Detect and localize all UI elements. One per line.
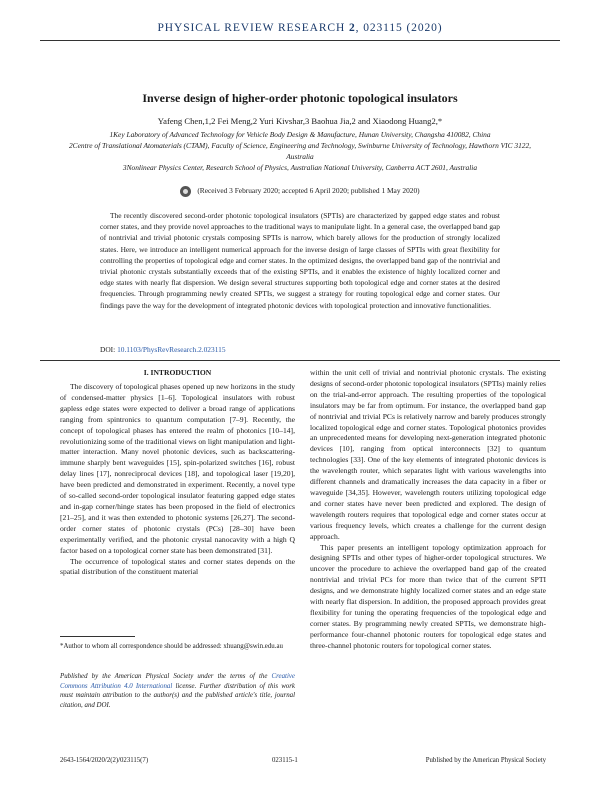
received-dates xyxy=(0,186,600,197)
journal-article-id: , 023115 (2020) xyxy=(355,22,443,34)
footer-page: 023115-1 xyxy=(272,757,298,764)
left-column xyxy=(60,382,295,578)
affiliation-2: 2Centre of Translational Atomaterials (CTAM), Faculty of Science, Engineering and Technology, Swinburne University of Technology, Hawthorn VIC 3122, Australia xyxy=(68,141,531,161)
author-list xyxy=(0,116,600,126)
received-text: (Received 3 February 2020; accepted 6 April 2020; published 1 May 2020) xyxy=(197,186,420,196)
intro-paragraph-4: This paper presents an intelligent topology optimization approach for designing SPTIs and other types of higher-order topological structures. We uncover the procedure to achieve the overlapped band gap of the created nontrivial and trivial PCs for more than twice that of the current SPTI designs, and we demonstrate highly localized corner states and an edge state with nearly flat dispersion. In addition, the proposed approach provides great flexibility for tuning the operating frequencies of the topological edge and corner states. By programming newly created SPTIs, we demonstrate high-performance four-channel photonic routers for topological edge states and three-channel photonic routers for topological corner states. xyxy=(310,542,546,650)
section-heading: I. INTRODUCTION xyxy=(143,368,212,377)
abstract-rule xyxy=(40,360,560,361)
crossmark-icon[interactable] xyxy=(180,186,191,197)
license-text-a: Published by the American Physical Society under the terms of the xyxy=(60,673,272,680)
footer-issn: 2643-1564/2020/2(2)/023115(7) xyxy=(60,757,149,764)
license-text-b: license. Further distribution of this work must maintain attribution to the author(s) and the published article's title, journal citation, and DOI. xyxy=(60,682,295,709)
doi-label: DOI: xyxy=(100,345,116,354)
intro-paragraph-3: within the unit cell of trivial and nontrivial photonic crystals. The existing designs of second-order photonic topological insulators (SPTIs) mainly relies on the trial-and-error approach. The resulting properties of the topological insulators may be far from optimum. For instance, the overlapped band gap of nontrivial and trivial PCs is relatively narrow and barely produces strongly localized topological edge and corner states. Topological photonics provides an unprecedented means for developing next-generation integrated photonic devices [10], ranging from optical interconnects [32] to quantum technologies [33]. One of the key elements of integrated photonic devices is the wavelength router, which separates light with various wavelengths into different channels and dramatically increases the data capacity in a fiber or waveguide [34,35]. However, wavelength routers utilizing topological edge and corner states have never been predicted and explored. The design of wavelength routers requires that topological edge and corner states occur at various frequency levels, which creates a challenge for the current design approach. xyxy=(310,368,546,541)
paper-title: Inverse design of higher-order photonic topological insulators xyxy=(142,91,458,105)
intro-paragraph-2: The occurrence of topological states and corner states depends on the spatial distribution of the constituent material xyxy=(60,556,295,577)
journal-volume: 2 xyxy=(349,22,356,34)
affiliation-3: 3Nonlinear Physics Center, Research School of Physics, Australian National University, Canberra ACT 2601, Australia xyxy=(122,163,478,172)
footnote-license xyxy=(60,672,295,710)
doi-link[interactable]: 10.1103/PhysRevResearch.2.023115 xyxy=(117,345,226,354)
right-column xyxy=(310,368,546,652)
footer-publisher: Published by the American Physical Society xyxy=(425,757,546,764)
header-rule xyxy=(40,40,560,41)
author-line: Yafeng Chen,1,2 Fei Meng,2 Yuri Kivshar,3 Baohua Jia,2 and Xiaodong Huang2,* xyxy=(157,116,443,126)
affiliation-1: 1Key Laboratory of Advanced Technology for Vehicle Body Design & Manufacture, Hunan University, Changsha 410082, China xyxy=(109,130,491,139)
journal-header xyxy=(0,22,600,34)
abstract: The recently discovered second-order photonic topological insulators (SPTIs) are characterized by gapped edge states and robust corner states, and they provide novel approaches to the traditional ways to manipulate light. In a general case, the overlapped band gap of nontrivial and trivial photonic crystals composing SPTIs is narrow, which barely allows for the production of strongly localized states. Here, we introduce an intelligent numerical approach for the inverse design of large classes of SPTIs with great flexibility for controlling the properties of topological edge and corner states. In the optimized designs, the overlapped band gap of the nontrivial and trivial photonic crystals substantially exceeds that of the existing SPTIs, and it enables the existence of highly localized corner and edge states with nearly flat dispersion. We design several structures supporting both topological edge and corner states at the desired frequencies. Through programming newly created SPTIs, we suggest a strategy for routing topological edge and corner states. Our findings pave the way for the development of integrated photonic devices with topological protection and innovative functionalities. xyxy=(100,211,500,310)
license-link[interactable]: Creative Commons Attribution 4.0 International xyxy=(60,673,295,690)
intro-paragraph-1: The discovery of topological phases opened up new horizons in the study of condensed-matter physics [1–6]. Topological insulators with robust gapless edge states were expected to deliver a broad range of applications ranging from spintronics to quantum computation [7–9]. Recently, the concept of topological phases has entered the realm of photonics [10–14], revolutionizing some of the traditional views on light manipulation and light-matter interaction. Many novel photonic devices, such as backscattering-immune sharply bent waveguides [15], spin-polarized switches [16], robust delay lines [17], nonreciprocal devices [18], and topological laser [19,20], have been predicted and demonstrated in experiment. Recently, a novel type of so-called second-order topological insulator featuring gapped edge states and in-gap corner/hinge states has been proposed in the field of electronics [21–25], and it was then extended to photonic systems [26,27]. The second-order corner states of photonic crystals (PCs) [28–30] have been experimentally verified, and the photonic crystal nanocavity with a high Q factor based on a topological corner state has been demonstrated [31]. xyxy=(60,382,295,555)
doi-line xyxy=(100,345,500,354)
footnote-author: *Author to whom all correspondence should be addressed: xhuang@swin.edu.au xyxy=(60,643,283,650)
footnote-rule xyxy=(60,636,135,637)
journal-name: PHYSICAL REVIEW RESEARCH xyxy=(157,22,346,34)
